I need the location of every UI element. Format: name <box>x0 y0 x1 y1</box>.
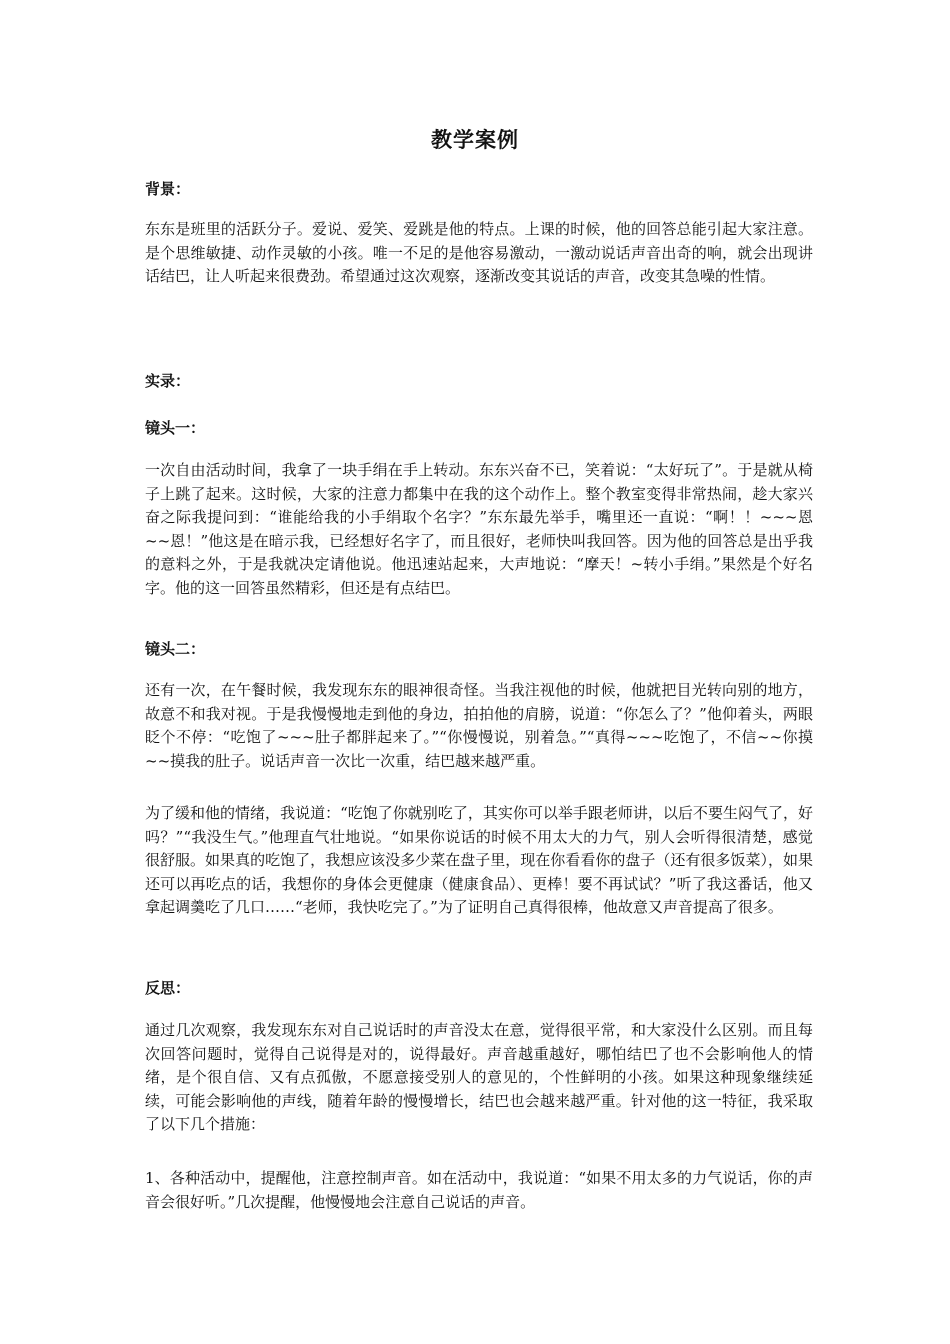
shot2-paragraph-1: 还有一次，在午餐时候，我发现东东的眼神很奇怪。当我注视他的时候，他就把目光转向别的地方，故意不和我对视。于是我慢慢地走到他的身边，拍拍他的肩膀，说道：“你怎么了？”他仰着头，两眼眨个不停：“吃饱了~~~肚子都胖起来了。”“你慢慢说，别着急。”“真得~~~吃饱了，不信~~你摸~~摸我的肚子。说话声音一次比一次重，结巴越来越严重。 <box>145 681 813 770</box>
reflection-paragraph-1: 通过几次观察，我发现东东对自己说话时的声音没太在意，觉得很平常，和大家没什么区别。而且每次回答问题时，觉得自己说得是对的，说得最好。声音越重越好，哪怕结巴了也不会影响他人的情绪，是个很自信、又有点孤傲，不愿意接受别人的意见的，个性鲜明的小孩。如果这种现象继续延续，可能会影响他的声线，随着年龄的慢慢增长，结巴也会越来越严重。针对他的这一特征，我采取了以下几个措施： <box>145 1021 813 1134</box>
document-title: 教学案例 <box>431 128 519 152</box>
shot1-paragraph: 一次自由活动时间，我拿了一块手绢在手上转动。东东兴奋不已，笑着说：“太好玩了”。于是就从椅子上跳了起来。这时候，大家的注意力都集中在我的这个动作上。整个教室变得非常热闹，趁大家兴奋之际我提问到：“谁能给我的小手绢取个名字？”东东最先举手，嘴里还一直说：“啊！！~~~恩~~恩！”他这是在暗示我，已经想好名字了，而且很好，老师快叫我回答。因为他的回答总是出乎我的意料之外，于是我就决定请他说。他迅速站起来，大声地说：“摩天！~转小手绢。”果然是个好名字。他的这一回答虽然精彩，但还是有点结巴。 <box>145 461 813 597</box>
shot2-paragraph-2: 为了缓和他的情绪，我说道：“吃饱了你就别吃了，其实你可以举手跟老师讲，以后不要生闷气了，好吗？”“我没生气。”他理直气壮地说。“如果你说话的时候不用太大的力气，别人会听得很清楚，感觉很舒服。如果真的吃饱了，我想应该没多少菜在盘子里，现在你看看你的盘子（还有很多饭菜），如果还可以再吃点的话，我想你的身体会更健康（健康食品）、更棒！要不再试试？”听了我这番话，他又拿起调羹吃了几口……“老师，我快吃完了。”为了证明自己真得很棒，他故意又声音提高了很多。 <box>145 804 813 917</box>
reflection-heading: 反思： <box>145 979 191 997</box>
background-paragraph: 东东是班里的活跃分子。爱说、爱笑、爱跳是他的特点。上课的时候，他的回答总能引起大家注意。是个思维敏捷、动作灵敏的小孩。唯一不足的是他容易激动，一激动说话声音出奇的响，就会出现讲话结巴，让人听起来很费劲。希望通过这次观察，逐渐改变其说话的声音，改变其急噪的性情。 <box>145 220 813 286</box>
background-heading: 背景： <box>145 180 191 198</box>
reflection-paragraph-2: 1、各种活动中，提醒他，注意控制声音。如在活动中，我说道：“如果不用太多的力气说话，你的声音会很好听。”几次提醒，他慢慢地会注意自己说话的声音。 <box>145 1169 813 1211</box>
shot2-heading: 镜头二： <box>145 640 206 658</box>
record-heading: 实录： <box>145 372 191 390</box>
shot1-heading: 镜头一： <box>145 419 206 437</box>
